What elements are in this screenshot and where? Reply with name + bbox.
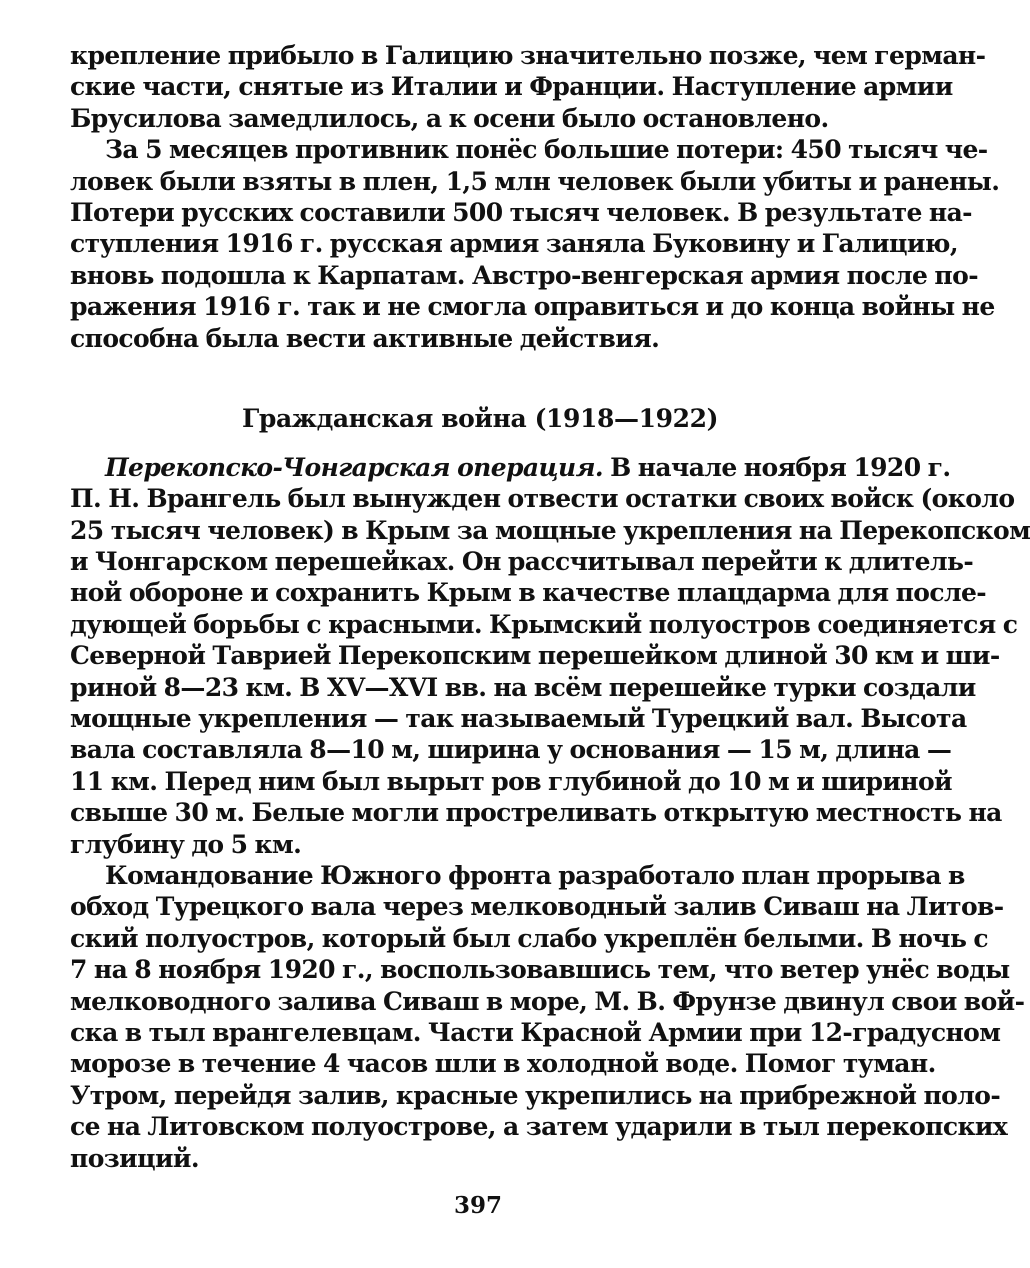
text-line: вала составляла 8—10 м, ширина у основания — 15 м, длина — (70, 735, 952, 765)
text-line: 25 тысяч человек) в Крым за мощные укрепления на Перекопском (70, 515, 1030, 545)
page-number: 397 (453, 1192, 502, 1219)
text-line: вновь подошла к Карпатам. Австро-венгерская армия после по- (70, 260, 978, 290)
text-line: 11 км. Перед ним был вырыт ров глубиной до 10 м и шириной (70, 766, 952, 796)
run-in-title: Перекопско-Чонгарская операция. (105, 452, 603, 482)
text-line: дующей борьбы с красными. Крымский полуостров соединяется с (70, 609, 1018, 639)
text-line: мощные укрепления — так называемый Турецкий вал. Высота (70, 704, 967, 734)
text-line: ступления 1916 г. русская армия заняла Буковину и Галицию, (70, 229, 958, 259)
text-line: свыше 30 м. Белые могли простреливать открытую местность на (70, 798, 1002, 828)
text-line: ной обороне и сохранить Крым в качестве плацдарма для после- (70, 578, 987, 608)
text-line: ловек были взяты в плен, 1,5 млн человек были убиты и ранены. (70, 166, 1000, 196)
text-line-first (70, 452, 951, 483)
text-line: позиций. (70, 1143, 199, 1173)
paragraph-losses (70, 134, 1000, 354)
text-line: За 5 месяцев противник понёс большие потери: 450 тысяч че- (105, 135, 988, 165)
text-line: ский полуостров, который был слабо укреплён белыми. В ночь с (70, 923, 989, 953)
paragraph-sivash-crossing (70, 860, 1025, 1174)
text-line: Командование Южного фронта разработало план прорыва в (105, 860, 965, 890)
text-line: способна была вести активные действия. (70, 323, 660, 353)
text-line: глубину до 5 км. (70, 829, 302, 859)
text-line: ска в тыл врангелевцам. Части Красной Армии при 12-градусном (70, 1017, 1001, 1047)
text-line: риной 8—23 км. В XV—XVI вв. на всём перешейке турки создали (70, 672, 976, 702)
text-line: Брусилова замедлилось, а к осени было остановлено. (70, 103, 829, 133)
text-line: и Чонгарском перешейках. Он рассчитывал перейти к длитель- (70, 547, 974, 577)
text-line: ражения 1916 г. так и не смогла оправиться и до конца войны не (70, 292, 995, 322)
section-heading: Гражданская война (1918—1922) (242, 403, 718, 433)
paragraph-perekop-operation (70, 452, 1030, 860)
text-line: морозе в течение 4 часов шли в холодной воде. Помог туман. (70, 1049, 936, 1079)
text-line: Северной Таврией Перекопским перешейком длиной 30 км и ши- (70, 641, 1000, 671)
text-line: ские части, снятые из Италии и Франции. Наступление армии (70, 72, 953, 102)
text-line: крепление прибыло в Галицию значительно позже, чем герман- (70, 41, 986, 70)
text-line: Потери русских составили 500 тысяч человек. В результате на- (70, 197, 972, 227)
text-line: се на Литовском полуострове, а затем ударили в тыл перекопских (70, 1112, 1008, 1142)
text-line: Утром, перейдя залив, красные укрепились на прибрежной поло- (70, 1080, 1001, 1110)
text-line: П. Н. Врангель был вынужден отвести остатки своих войск (около (70, 484, 1015, 514)
page-body (70, 40, 1030, 1174)
paragraph-continuation (70, 40, 986, 134)
text-line: 7 на 8 ноября 1920 г., воспользовавшись тем, что ветер унёс воды (70, 955, 1010, 985)
first-line-text: В начале ноября 1920 г. (602, 452, 951, 482)
text-line: мелководного залива Сиваш в море, М. В. Фрунзе двинул свои вой- (70, 986, 1025, 1016)
text-line: обход Турецкого вала через мелководный залив Сиваш на Литов- (70, 892, 1004, 922)
